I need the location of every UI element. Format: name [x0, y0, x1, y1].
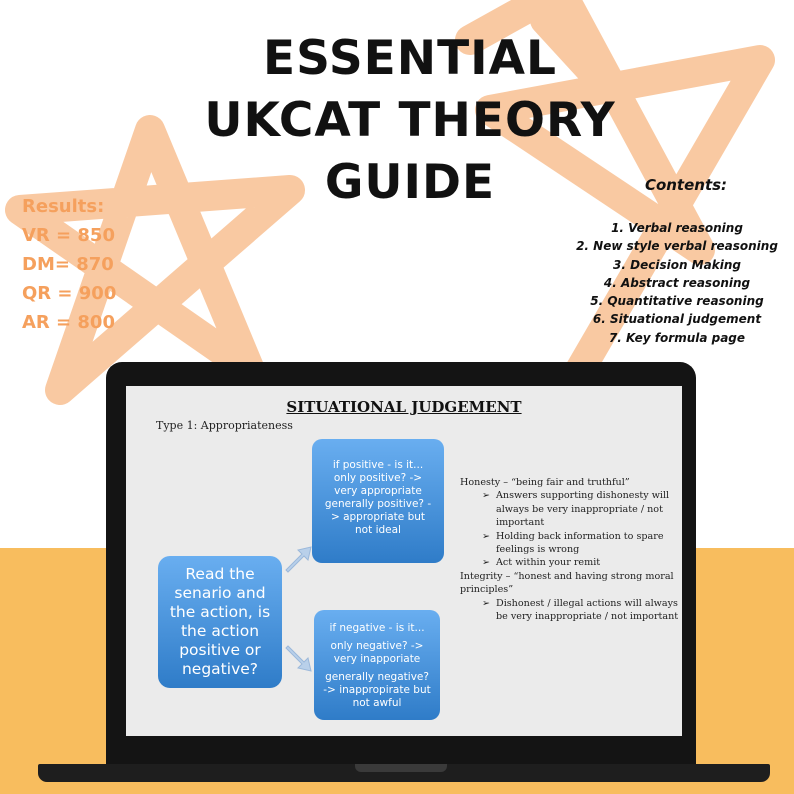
- contents-item: 7. Key formula page: [608, 330, 746, 345]
- results-block: [22, 192, 116, 337]
- negative-line: very inapporiate: [333, 653, 421, 665]
- bullet-text: Answers supporting dishonesty will: [496, 490, 670, 502]
- arrow-down-right-icon: [284, 644, 314, 674]
- bullet-text: Act within your remit: [496, 557, 601, 569]
- positive-line: if positive - is it...: [332, 459, 424, 471]
- slide-subtitle: Type 1: Appropriateness: [156, 419, 293, 432]
- title-line-1: ESSENTIAL: [262, 31, 557, 86]
- laptop-screen: [126, 386, 682, 736]
- honesty-bullet: [460, 530, 682, 557]
- integrity-heading-cont: principles”: [460, 584, 514, 596]
- contents-item: 5. Quantitative reasoning: [590, 294, 764, 309]
- bullet-text: important: [496, 517, 545, 529]
- contents-item: 3. Decision Making: [613, 257, 741, 272]
- integrity-heading: Integrity – “honest and having strong moral: [460, 570, 674, 582]
- main-question-box: [158, 556, 282, 688]
- slide-title: SITUATIONAL JUDGEMENT: [286, 398, 522, 416]
- main-question-text: Read the senario and the action, is the action positive or negative?: [169, 565, 271, 678]
- bullet-text: feelings is wrong: [496, 544, 580, 556]
- bullet-arrow-icon: ➢: [482, 557, 491, 569]
- positive-line: not ideal: [355, 524, 401, 536]
- bullet-text: Dishonest / illegal actions will always: [496, 597, 678, 609]
- honesty-heading: Honesty – “being fair and truthful”: [460, 477, 630, 488]
- arrow-up-right-icon: [284, 544, 314, 574]
- positive-line: > appropriate but: [330, 511, 426, 523]
- title-line-3: GUIDE: [324, 155, 496, 210]
- title-line-2: UKCAT THEORY: [204, 93, 616, 148]
- contents-heading: Contents:: [644, 176, 728, 194]
- bullet-text: be very inappropriate / not important: [496, 611, 679, 623]
- honesty-bullet: [460, 489, 682, 529]
- contents-item: 4. Abstract reasoning: [603, 275, 751, 290]
- bullet-arrow-icon: ➢: [482, 530, 491, 542]
- positive-line: very appropriate: [334, 485, 422, 497]
- negative-box: [314, 610, 440, 720]
- result-ar: AR = 800: [22, 312, 115, 333]
- contents-item: 6. Situational judgement: [592, 312, 762, 327]
- result-vr: VR = 850: [22, 225, 115, 246]
- honesty-bullet: [460, 556, 682, 569]
- notes-panel: [460, 476, 682, 623]
- negative-line: generally negative?: [325, 671, 429, 683]
- positive-line: only positive? ->: [333, 472, 423, 484]
- negative-line: not awful: [352, 697, 402, 709]
- bullet-arrow-icon: ➢: [482, 490, 491, 502]
- negative-line: only negative? ->: [330, 640, 424, 652]
- negative-line: -> inappropirate but: [323, 684, 431, 696]
- result-qr: QR = 900: [22, 283, 117, 304]
- bullet-arrow-icon: ➢: [482, 597, 491, 609]
- contents-item: 2. New style verbal reasoning: [576, 239, 778, 254]
- positive-line: generally positive? -: [324, 498, 432, 510]
- result-dm: DM= 870: [22, 254, 114, 275]
- contents-item: 1. Verbal reasoning: [611, 221, 743, 235]
- integrity-bullet: [460, 597, 682, 624]
- results-heading: Results:: [22, 196, 105, 217]
- negative-line: if negative - is it...: [329, 622, 425, 634]
- bullet-text: Holding back information to spare: [496, 530, 664, 542]
- positive-box: [312, 439, 444, 563]
- bullet-text: always be very inappropriate / not: [496, 503, 663, 515]
- laptop-notch: [355, 764, 447, 772]
- contents-list: [570, 219, 784, 347]
